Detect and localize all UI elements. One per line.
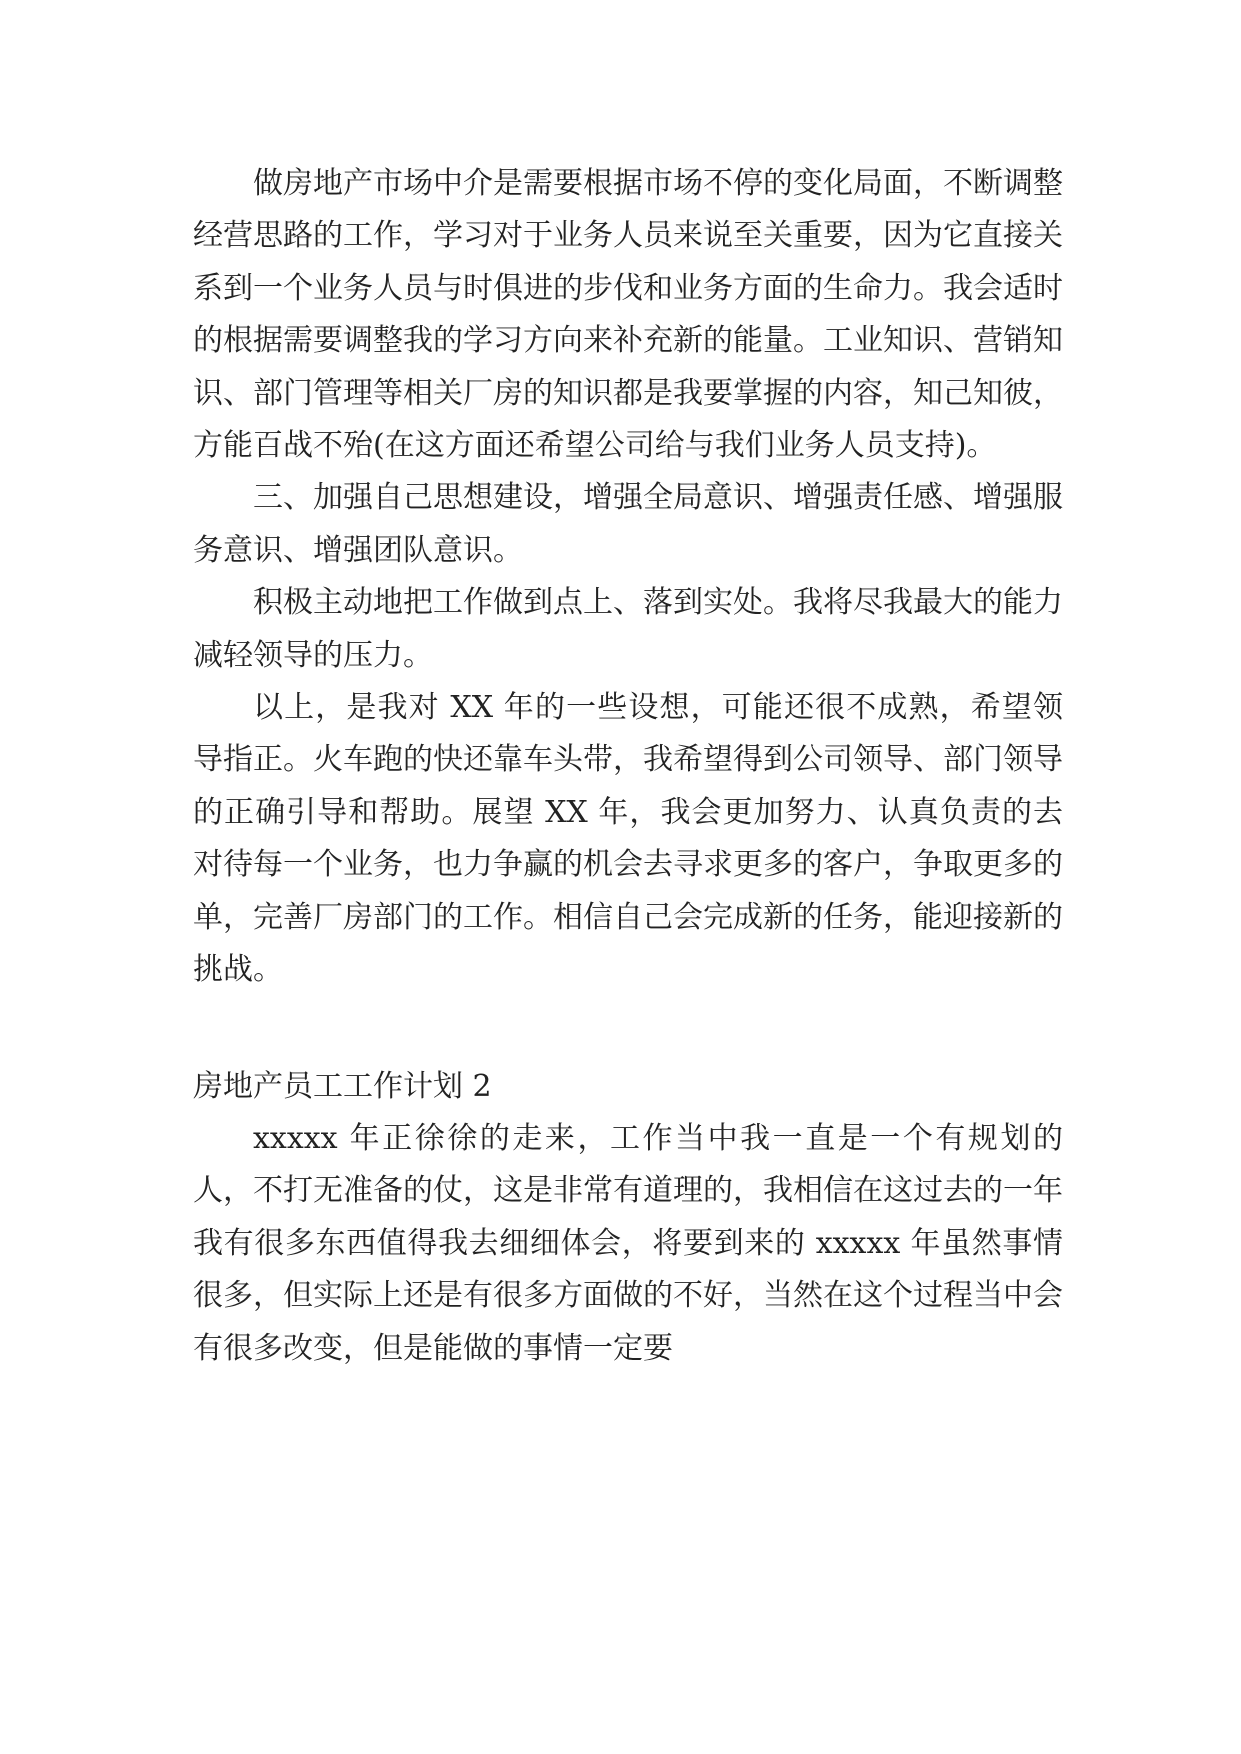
paragraph-proactive: 积极主动地把工作做到点上、落到实处。我将尽我最大的能力减轻领导的压力。 [193,585,1063,673]
paragraph-plan-intro: xxxxx 年正徐徐的走来，工作当中我一直是一个有规划的人，不打无准备的仗，这是非常有道理的，我相信在这过去的一年我有很多东西值得我去细细体会，将要到来的 xxxxx 年虽然事情很多，但实际上还是有很多方面做的不好，当然在这个过程当中会有很多改变，但是能做的事情一定要 [193,1120,1063,1366]
paragraph-learning: 做房地产市场中介是需要根据市场不停的变化局面，不断调整经营思路的工作，学习对于业务人员来说至关重要，因为它直接关系到一个业务人员与时俱进的步伐和业务方面的生命力。我会适时的根据需要调整我的学习方向来补充新的能量。工业知识、营销知识、部门管理等相关厂房的知识都是我要掌握的内容，知己知彼，方能百战不殆(在这方面还希望公司给与我们业务人员支持)。 [193,166,1063,464]
section-title: 房地产员工工作计划 2 [193,1068,492,1104]
document-body [193,158,1063,1375]
paragraph-thought-building: 三、加强自己思想建设，增强全局意识、增强责任感、增强服务意识、增强团队意识。 [193,480,1063,568]
paragraph-conclusion: 以上，是我对 XX 年的一些设想，可能还很不成熟，希望领导指正。火车跑的快还靠车头带，我希望得到公司领导、部门领导的正确引导和帮助。展望 XX 年，我会更加努力、认真负责的去对待每一个业务，也力争赢的机会去寻求更多的客户，争取更多的单，完善厂房部门的工作。相信自己会完成新的任务，能迎接新的挑战。 [193,690,1063,988]
